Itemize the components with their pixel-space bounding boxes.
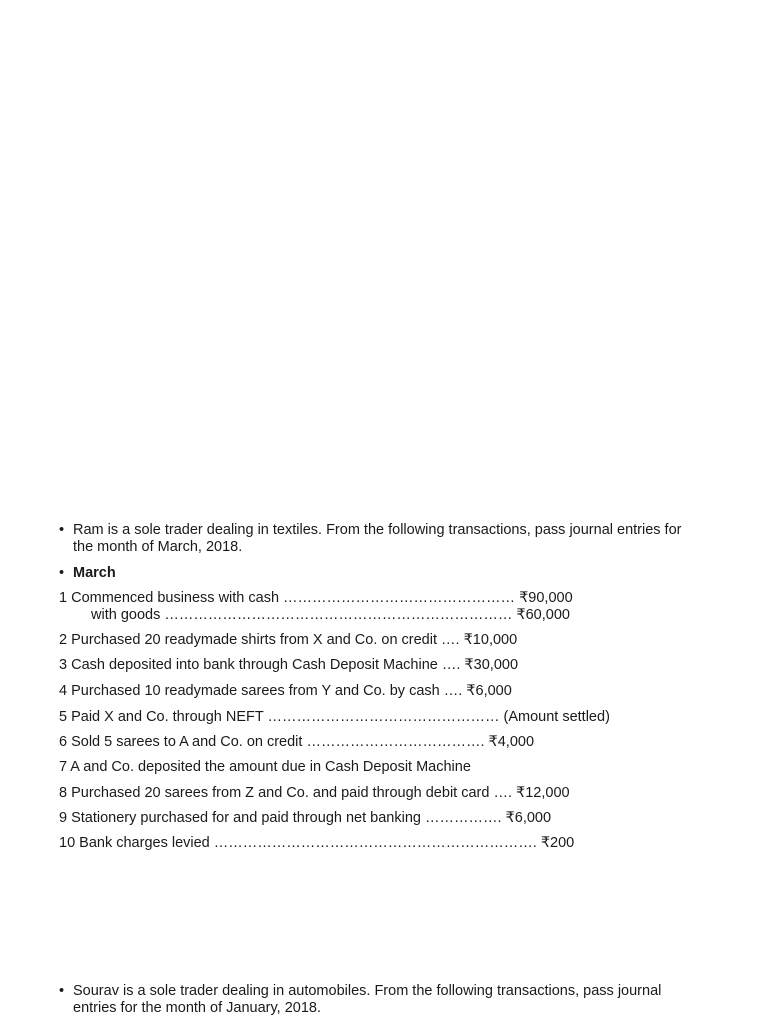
month-heading	[59, 565, 116, 582]
second-problem-intro	[59, 983, 699, 1017]
problem-intro	[59, 522, 699, 556]
transaction-line: 6 Sold 5 sarees to A and Co. on credit ………………………………. ₹4,000	[59, 734, 535, 750]
month-heading-text: March	[73, 565, 116, 581]
transaction-line: 10 Bank charges levied …………………………………………………………. ₹200	[59, 835, 575, 851]
transaction-line: 8 Purchased 20 sarees from Z and Co. and paid through debit card …. ₹12,000	[59, 785, 570, 801]
bullet-icon: •	[59, 565, 65, 581]
bullet-icon: •	[59, 983, 65, 999]
transaction-line: 9 Stationery purchased for and paid through net banking ……………. ₹6,000	[59, 810, 552, 826]
transaction-line: 4 Purchased 10 readymade sarees from Y and Co. by cash …. ₹6,000	[59, 683, 512, 699]
transaction-line: 1 Commenced business with cash ………………………………………… ₹90,000	[59, 590, 573, 606]
transaction-line: with goods ……………………………………………………………… ₹60,000	[91, 607, 570, 623]
transaction-line: 5 Paid X and Co. through NEFT ………………………………………… (Amount settled)	[59, 709, 610, 725]
bullet-icon: •	[59, 522, 65, 538]
transaction-line: 3 Cash deposited into bank through Cash Deposit Machine …. ₹30,000	[59, 657, 519, 673]
transaction-line: 7 A and Co. deposited the amount due in Cash Deposit Machine	[59, 759, 471, 775]
second-problem-text: Sourav is a sole trader dealing in automobiles. From the following transactions, pass journal entries for the month of January, 2018.	[73, 983, 662, 1016]
transaction-line: 2 Purchased 20 readymade shirts from X and Co. on credit …. ₹10,000	[59, 632, 518, 648]
problem-intro-text: Ram is a sole trader dealing in textiles. From the following transactions, pass journal entries for the month of March, 2018.	[73, 522, 682, 555]
